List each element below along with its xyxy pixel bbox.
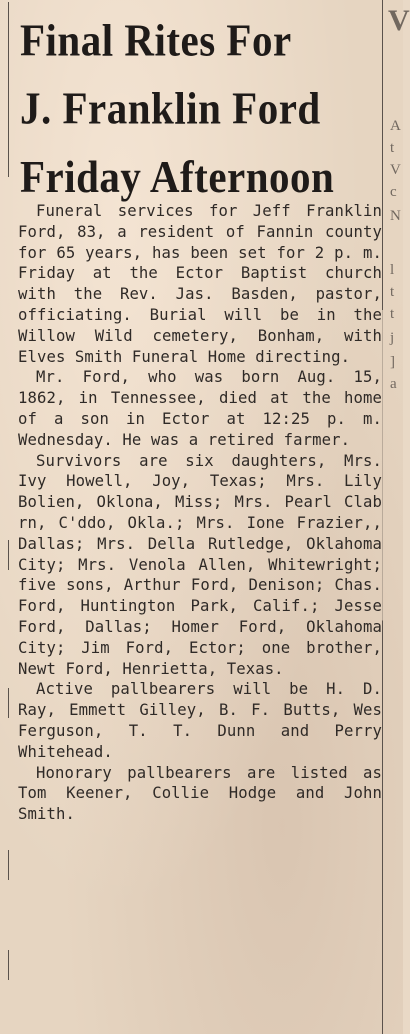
paragraph-active-pallbearers: Active pallbearers will be H. D. Ray, Emmett Gilley, B. F. Butts, Wes Ferguson, T. T. Dunn and Perry Whitehead. <box>18 680 382 761</box>
paragraph-funeral-services: Funeral services for Jeff Franklin Ford, 83, a resident of Fannin county for 65 years, has been set for 2 p. m. Friday at the Ector Baptist church with the Rev. Jas. Basden, pastor, officiating. Burial will be in the Willow Wild cemetery, Bonham, with Elves Smith Funeral Home directing. <box>18 202 382 366</box>
adjacent-text-fragment: t <box>390 284 395 300</box>
headline-line-1: Final Rites For <box>20 13 292 66</box>
column-rule-left-fragment <box>8 688 9 718</box>
adjacent-text-fragment: t <box>390 140 395 156</box>
adjacent-text-fragment: V <box>390 162 401 178</box>
adjacent-text-fragment: l <box>390 262 395 278</box>
adjacent-text-fragment: t <box>390 306 395 322</box>
adjacent-text-fragment: c <box>390 184 397 200</box>
adjacent-headline-fragment: V <box>388 4 410 37</box>
headline-line-2: J. Franklin Ford <box>20 82 321 134</box>
headline-line-3: Friday Afternoon <box>20 150 335 202</box>
column-rule-right <box>382 0 383 1034</box>
adjacent-column-fragment <box>386 0 410 1034</box>
adjacent-text-fragment: A <box>390 118 401 134</box>
column-rule-left-fragment <box>8 950 9 980</box>
paragraph-survivors: Survivors are six daughters, Mrs. Ivy Howell, Joy, Texas; Mrs. Lily Bolien, Oklona, Miss; Mrs. Pearl Clab rn, C'ddo, Okla.; Mrs. Ione Frazier,, Dallas; Mrs. Della Rutledge, Oklahoma City; Mrs. Venola Allen, Whitewright; five sons, Arthur Ford, Denison; Chas. Ford, Huntington Park, Calif.; Jesse Ford, Dallas; Homer Ford, Oklahoma City; Jim Ford, Ector; one brother, Newt Ford, Henrietta, Texas. <box>18 451 382 678</box>
column-rule-left <box>8 2 9 177</box>
paragraph-honorary-pallbearers: Honorary pallbearers are listed as Tom Keener, Collie Hodge and John Smith. <box>18 763 382 824</box>
column-rule-left-fragment <box>8 540 9 570</box>
article-body <box>18 201 382 825</box>
paragraph-birth-death: Mr. Ford, who was born Aug. 15, 1862, in Tennessee, died at the home of a son in Ector at 12:25 p. m. Wednesday. He was a retired farmer. <box>18 368 382 449</box>
adjacent-text-fragment: N <box>390 208 401 224</box>
adjacent-text-fragment: j <box>390 330 395 346</box>
column-rule-left-fragment <box>8 850 9 880</box>
headline <box>20 6 382 211</box>
adjacent-text-fragment: ] <box>390 354 395 370</box>
adjacent-text-fragment: a <box>390 376 397 392</box>
